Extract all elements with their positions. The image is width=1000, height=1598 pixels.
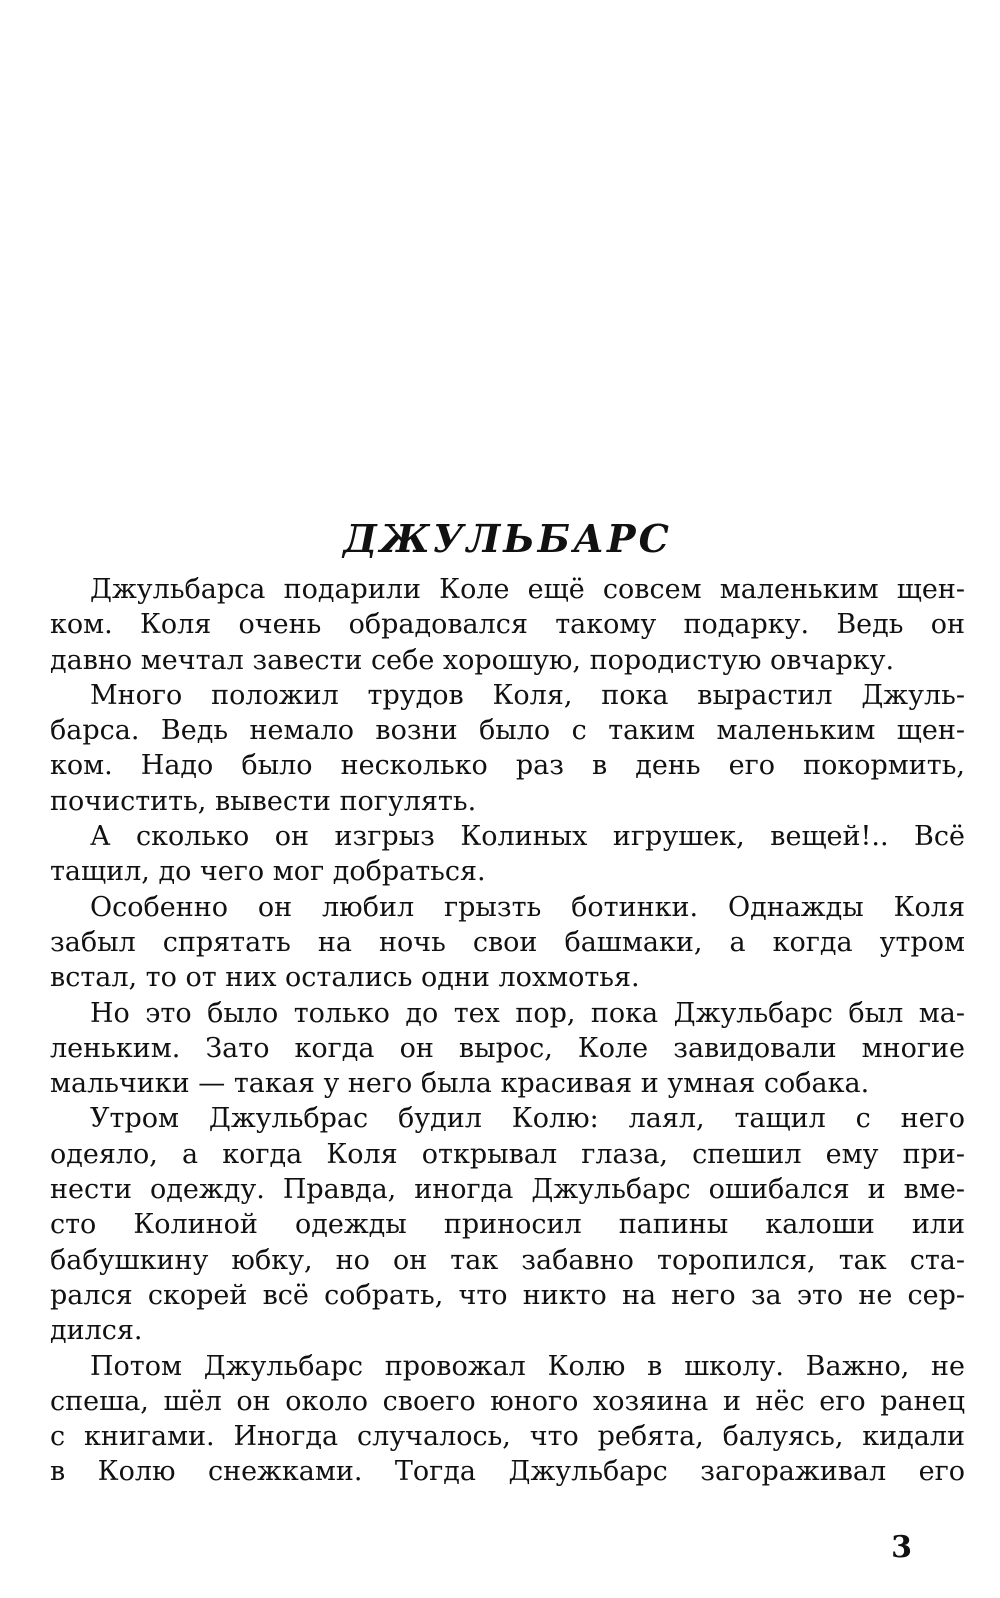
text-line: спеша, шёл он около своего юного хозяина и нёс его ранец [50, 1385, 965, 1417]
text-line: А сколько он изгрыз Колиных игрушек, вещей!.. Всё [90, 821, 965, 853]
text-line: сто Колиной одежды приносил папины калоши или [50, 1209, 965, 1241]
text-line: рался скорей всё собрать, что никто на него за это не сер- [50, 1279, 965, 1311]
text-line: Потом Джульбарс провожал Колю в школу. Важно, не [90, 1350, 965, 1382]
text-line: нести одежду. Правда, иногда Джульбарс ошибался и вме- [50, 1174, 965, 1206]
text-line: мальчики — такая у него была красивая и умная собака. [50, 1068, 870, 1100]
text-line: Много положил трудов Коля, пока вырастил Джуль- [90, 679, 965, 711]
text-line: Джульбарса подарили Коле ещё совсем маленьким щен- [90, 574, 965, 605]
text-line: бабушкину юбку, но он так забавно торопился, так ста- [50, 1244, 965, 1276]
text-line: дился. [50, 1315, 143, 1347]
page-number: 3 [891, 1530, 912, 1565]
text-line: давно мечтал завести себе хорошую, породистую овчарку. [50, 644, 895, 676]
text-line: с книгами. Иногда случалось, что ребята, балуясь, кидали [50, 1421, 965, 1453]
text-line: Но это было только до тех пор, пока Джульбарс был ма- [90, 997, 965, 1029]
text-line: леньким. Зато когда он вырос, Коле завидовали многие [50, 1032, 965, 1064]
text-line: ком. Надо было несколько раз в день его покормить, [50, 750, 965, 782]
text-line: тащил, до чего мог добраться. [50, 856, 486, 888]
story-body [50, 572, 965, 1490]
text-line: встал, то от них остались одни лохмотья. [50, 962, 640, 994]
text-line: почистить, вывести погулять. [50, 785, 477, 817]
text-line: Утром Джульбрас будил Колю: лаял, тащил с него [90, 1103, 965, 1135]
text-line: в Колю снежками. Тогда Джульбарс загораживал его [50, 1456, 965, 1488]
text-line: барса. Ведь немало возни было с таким маленьким щен- [50, 715, 965, 747]
text-line: Особенно он любил грызть ботинки. Однажды Коля [90, 891, 965, 923]
text-line: одеяло, а когда Коля открывал глаза, спешил ему при- [50, 1138, 965, 1170]
story-title: ДЖУЛЬБАРС [343, 516, 672, 561]
text-line: ком. Коля очень обрадовался такому подарку. Ведь он [50, 609, 965, 641]
text-line: забыл спрятать на ночь свои башмаки, а когда утром [50, 926, 965, 958]
